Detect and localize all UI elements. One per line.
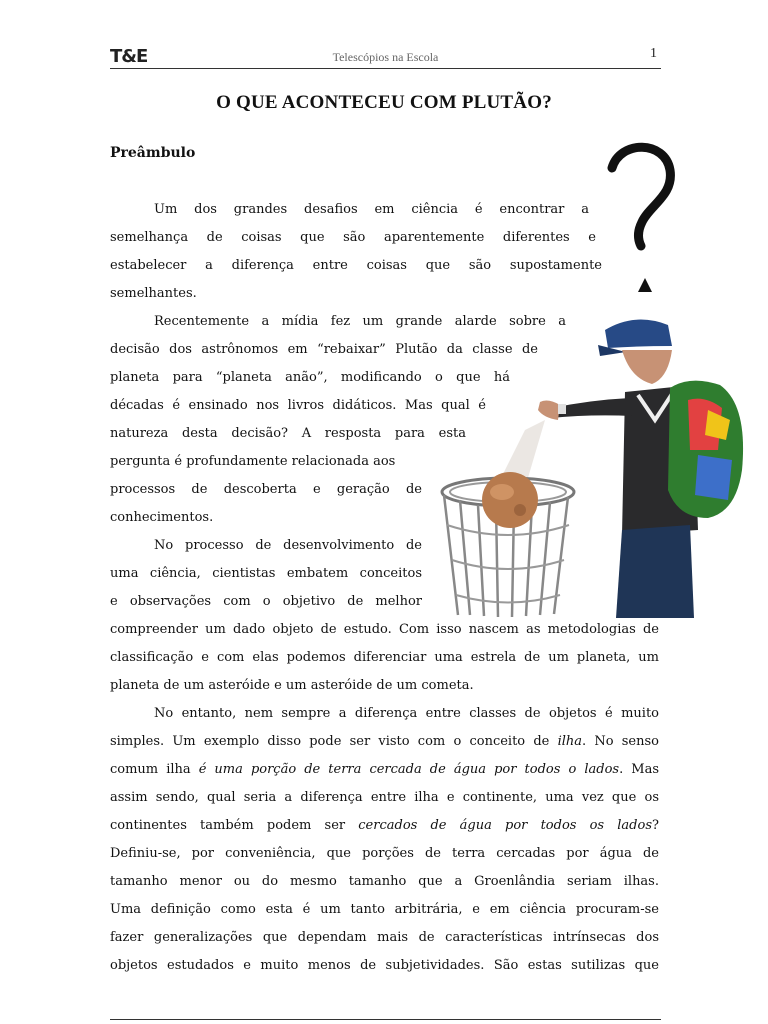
boy-figure xyxy=(538,320,743,618)
italic-phrase: cercados de água por todos os lados xyxy=(358,818,653,833)
text-line: decisão dos astrônomos em “rebaixar” Plutão da classe de xyxy=(110,342,538,357)
italic-term: ilha xyxy=(557,734,583,749)
question-mark-icon xyxy=(612,147,670,292)
text-line: semelhança de coisas que são aparentemente diferentes e xyxy=(110,230,596,245)
text-line: planeta para “planeta anão”, modificando o que há xyxy=(110,370,510,385)
text-line: pergunta é profundamente relacionada aos xyxy=(110,454,396,469)
text-line: assim sendo, qual seria a diferença entre ilha e continente, uma vez que os xyxy=(110,790,659,805)
text-line: e observações com o objetivo de melhor xyxy=(110,594,422,609)
pluto-ball xyxy=(482,472,538,528)
footer-rule xyxy=(110,1019,661,1020)
italic-definition: é uma porção de terra cercada de água por todos o lados xyxy=(198,762,620,777)
text-run: . No senso xyxy=(582,734,659,749)
text-line: classificação e com elas podemos diferenciar uma estrela de um planeta, um xyxy=(110,650,659,665)
text-line: Recentemente a mídia fez um grande alarde sobre a xyxy=(154,314,566,329)
header-title: Telescópios na Escola xyxy=(332,50,439,64)
text-run: continentes também podem ser xyxy=(110,818,359,833)
text-line: No processo de desenvolvimento de xyxy=(154,538,422,553)
section-heading: Preâmbulo xyxy=(110,145,196,161)
text-line: semelhantes. xyxy=(110,286,197,301)
text-line: Definiu-se, por conveniência, que porções de terra cercadas por água de xyxy=(110,846,659,861)
page-title: O QUE ACONTECEU COM PLUTÃO? xyxy=(216,92,552,113)
text-line: processos de descoberta e geração de xyxy=(110,482,422,497)
te-logo: T&E xyxy=(110,46,148,67)
text-run: ? xyxy=(652,818,659,833)
page-number: 1 xyxy=(650,46,657,61)
text-line xyxy=(110,756,659,784)
text-line: No entanto, nem sempre a diferença entre classes de objetos é muito xyxy=(154,706,659,721)
text-line: objetos estudados e muito menos de subjetividades. São estas sutilizas que xyxy=(110,958,659,973)
text-line: uma ciência, cientistas embatem conceitos xyxy=(110,566,422,581)
text-line: Um dos grandes desafios em ciência é encontrar a xyxy=(154,202,589,217)
text-run: . Mas xyxy=(619,762,659,777)
text-line: estabelecer a diferença entre coisas que são supostamente xyxy=(110,258,602,273)
text-line: tamanho menor ou do mesmo tamanho que a Groenlândia seriam ilhas. xyxy=(110,874,659,889)
text-run: comum ilha xyxy=(110,762,199,777)
text-line: conhecimentos. xyxy=(110,510,214,525)
text-line: planeta de um asteróide e um asteróide de um cometa. xyxy=(110,678,474,693)
text-line: décadas é ensinado nos livros didáticos. Mas qual é xyxy=(110,398,486,413)
text-line: natureza desta decisão? A resposta para esta xyxy=(110,426,466,441)
text-line: Uma definição como esta é um tanto arbitrária, e em ciência procuram-se xyxy=(110,902,659,917)
text-line: compreender um dado objeto de estudo. Com isso nascem as metodologias de xyxy=(110,622,659,637)
text-line xyxy=(110,812,659,840)
text-line: fazer generalizações que dependam mais de características intrínsecas dos xyxy=(110,930,659,945)
text-line xyxy=(110,728,659,756)
text-run: simples. Um exemplo disso pode ser visto com o conceito de xyxy=(110,734,558,749)
